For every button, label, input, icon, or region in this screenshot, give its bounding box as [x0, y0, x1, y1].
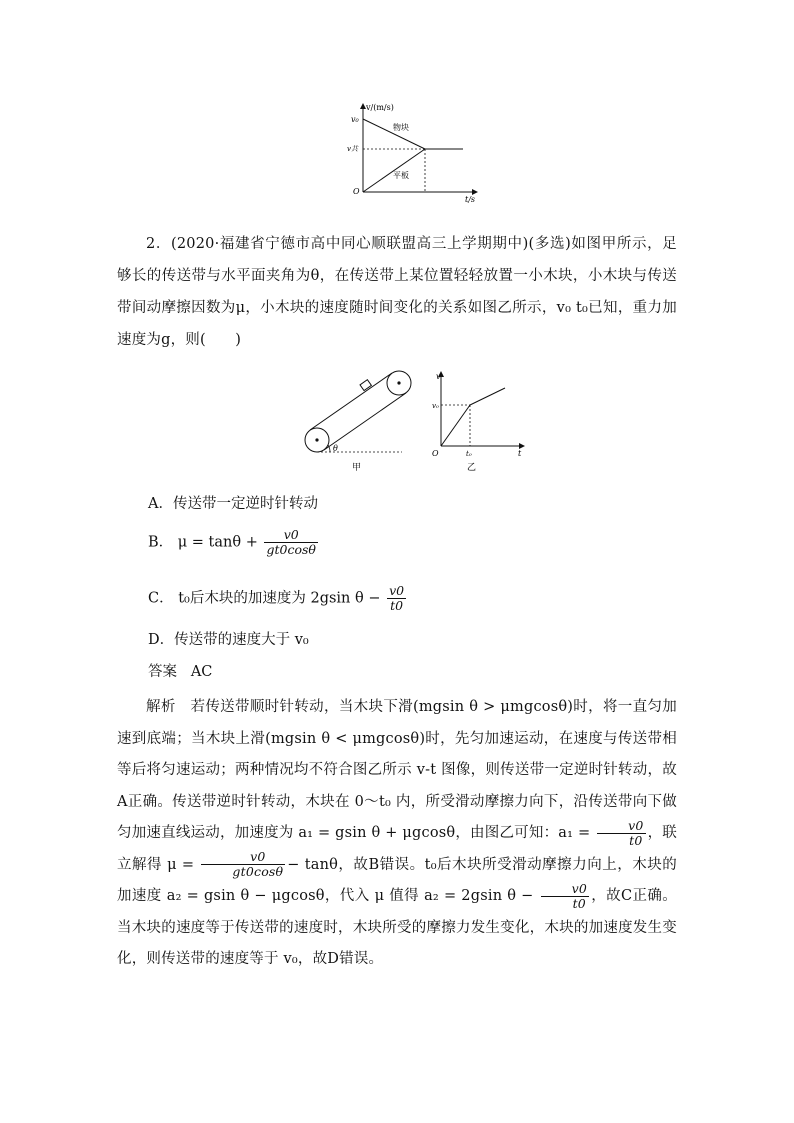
analysis-part3: − tanθ，故B错误。t₀后木块所受滑动摩擦力向上，木块的加速度 a₂ = gsin θ − μgcosθ，代入 μ 值得 a₂ = 2gsin θ − — [117, 856, 677, 904]
question-text: (2020·福建省宁德市高中同心顺联盟高三上学期期中)(多选)如图甲所示，足够长的传送带与水平面夹角为θ，在传送带上某位置轻轻放置一小木块，小木块与传送带间动摩擦因数为μ，小木块的速度随时间变化的关系如图乙所示，v₀ t₀已知，重力加速度为g，则( ) — [117, 236, 677, 348]
option-b-expr: μ = tanθ + — [177, 534, 258, 551]
option-a: A．传送带一定逆时针转动 — [148, 496, 318, 512]
analysis-frac3-den: t0 — [572, 895, 586, 911]
block-label: 物块 — [393, 123, 409, 132]
y-axis-label: v/(m/s) — [366, 103, 394, 112]
option-c-text: t₀后木块的加速度为 2gsin θ − — [178, 590, 381, 607]
vcommon-label: v共 — [347, 145, 358, 153]
option-b-prefix: B． — [148, 534, 174, 551]
x-axis-label: t/s — [465, 195, 476, 204]
v0-label: v₀ — [351, 115, 359, 124]
answer-row — [148, 660, 212, 684]
origin-label: O — [353, 187, 360, 196]
analysis-frac1-den: t0 — [629, 832, 643, 848]
origin-label-2: O — [432, 449, 439, 458]
vt-graph-block-board — [335, 100, 485, 205]
accel-segment-2 — [470, 388, 505, 405]
belt-top — [310, 373, 392, 430]
option-b-fraction — [264, 528, 317, 557]
analysis-frac3-num: v0 — [541, 882, 589, 897]
option-c-denominator: t0 — [390, 598, 404, 613]
analysis-part4: ，故C正确。当木块的速度等于传送带的速度时，木块所受的摩擦力发生变化，木块的加速度发生变化，则传送带的速度等于 v₀，故D错误。 — [117, 888, 677, 967]
option-b-denominator: gt0cosθ — [266, 542, 316, 557]
upper-pulley-center — [397, 381, 400, 384]
option-b-numerator: v0 — [264, 528, 317, 543]
analysis-part1: 若传送带顺时针转动，当木块下滑(mgsin θ > μmgcosθ)时，将一直匀加速到底端；当木块上滑(mgsin θ < μmgcosθ)时，先匀加速运动，在速度与传送带相等后将匀速运动；两种情况均不符合图乙所示 v-t 图像，则传送带一定逆时针转动，故A正确。传送带逆时针转动，木块在 0～t₀ 内，所受滑动摩擦力向下，沿传送带向下做匀加速直线运动，加速度为 a₁ = gsin θ + μgcosθ，由图乙可知：a₁ = — [117, 699, 677, 841]
theta-label: θ — [333, 444, 338, 453]
figure-conveyor-and-vt — [300, 368, 530, 478]
v0-label: v₀ — [432, 402, 439, 410]
option-c-prefix: C． — [148, 590, 174, 607]
lower-pulley-center — [315, 438, 318, 441]
analysis-label: 解析 — [146, 699, 176, 715]
question-number: 2． — [146, 236, 172, 252]
analysis — [117, 692, 677, 976]
answer-value: AC — [190, 664, 213, 680]
analysis-frac2-den: gt0cosθ — [232, 864, 284, 879]
belt-bottom — [324, 393, 406, 450]
option-c — [148, 584, 408, 613]
t-axis-label: t — [518, 449, 522, 458]
v-axis-label: v — [436, 372, 441, 381]
option-d: D．传送带的速度大于 v₀ — [148, 632, 309, 648]
analysis-frac2-num: v0 — [201, 850, 285, 865]
analysis-fraction-3 — [541, 882, 589, 911]
option-c-numerator: v0 — [389, 583, 405, 598]
analysis-part2: ，联立解得 μ = — [117, 825, 677, 873]
accel-segment-1 — [441, 405, 470, 446]
right-caption: 乙 — [467, 463, 477, 473]
analysis-fraction-2 — [201, 850, 285, 879]
answer-label: 答案 — [148, 664, 177, 680]
board-label: 平板 — [393, 171, 409, 180]
option-b — [148, 528, 320, 557]
left-caption: 甲 — [352, 463, 362, 473]
analysis-frac1-num: v0 — [597, 819, 645, 834]
question-stem — [117, 228, 677, 356]
t0-label: t₀ — [466, 450, 472, 458]
analysis-fraction-1 — [597, 819, 645, 848]
option-c-fraction — [387, 584, 406, 613]
